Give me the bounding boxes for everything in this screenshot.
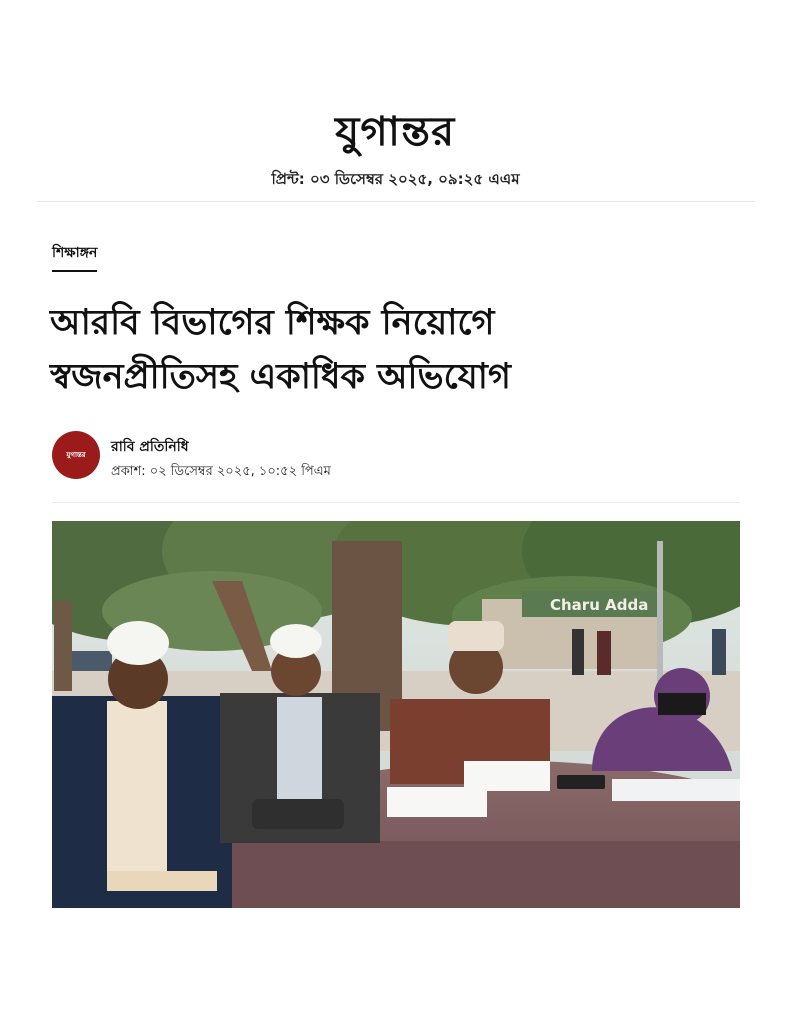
category-link[interactable]: শিক্ষাঙ্গন — [52, 241, 97, 272]
stall-sign: Charu Adda — [550, 596, 649, 614]
byline-divider — [52, 502, 740, 503]
print-date: প্রিন্ট: ০৩ ডিসেম্বর ২০২৫, ০৯:২৫ এএম — [271, 170, 520, 188]
avatar-logo-text: যুগান্তর — [66, 450, 86, 459]
article-title-line-2: স্বজনপ্রীতিসহ একাধিক অভিযোগ — [50, 357, 511, 397]
header-divider — [38, 201, 754, 202]
article-photo — [52, 521, 740, 908]
article-title-line-1: আরবি বিভাগের শিক্ষক নিয়োগে — [50, 303, 495, 343]
published-date: প্রকাশ: ০২ ডিসেম্বর ২০২৫, ১০:৫২ পিএম — [111, 464, 331, 479]
author-name[interactable]: রাবি প্রতিনিধি — [111, 439, 189, 455]
site-logo[interactable]: যুগান্তর — [335, 108, 456, 155]
photo-illustration — [52, 521, 740, 908]
masthead — [0, 108, 791, 156]
author-avatar — [52, 431, 100, 479]
article-title — [50, 296, 710, 404]
